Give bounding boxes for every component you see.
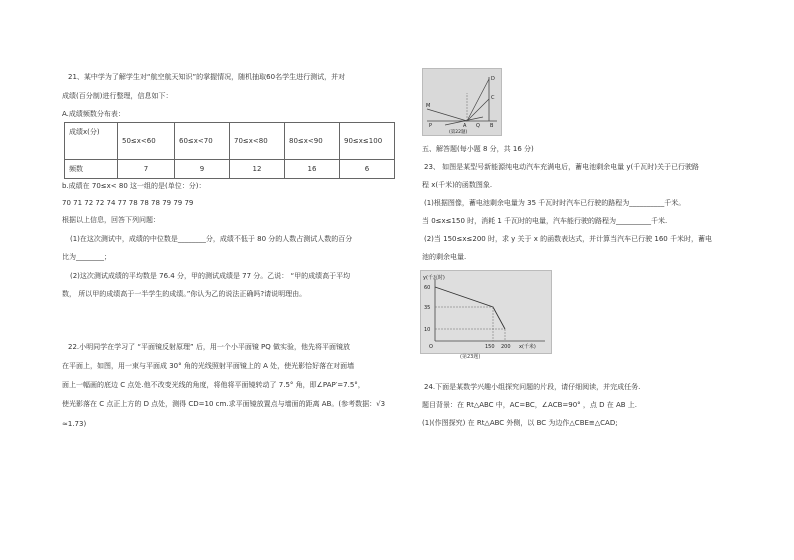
q22-line4: 使光影落在 C 点正上方的 D 点处，测得 CD=10 cm.求平面镜放置点与墙面的距离 AB。(参考数据：√3 [62, 400, 386, 408]
q21-sub-b: b.成绩在 70≤x< 80 这一组的是(单位：分)： [62, 182, 206, 190]
count-cell: 12 [230, 160, 285, 179]
q22-line1: 22.小明同学在学习了 “平面镜反射原理” 后，用一个小平面镜 PQ 做实验，他先将平面镜放 [68, 343, 351, 351]
x-tick: 150 [485, 344, 495, 350]
fig23-caption: (第23题) [460, 354, 481, 360]
count-cell: 7 [118, 160, 175, 179]
q24-line3: (1)(作图探究) 在 Rt△ABC 外侧，以 BC 为边作△CBE≌△CAD; [422, 419, 618, 427]
q23-line1: 23、 如图是某型号新能源纯电动汽车充满电后，蓄电池剩余电量 y(千瓦时)关于已行驶路 [424, 163, 699, 171]
q23-line5: (2)当 150≤x≤200 时，求 y 关于 x 的函数表达式，并计算当汽车已行驶 160 千米时，蓄电 [424, 235, 712, 243]
q21-scores: 70 71 72 72 74 77 78 78 78 79 79 79 [62, 199, 194, 207]
q22-line5: ≈1.73) [62, 420, 87, 428]
q21-prompt: 根据以上信息，回答下列问题： [62, 216, 160, 224]
range-cell: 70≤x<80 [230, 123, 285, 160]
label-m: M [426, 103, 431, 109]
q21-part2-line2: 数， 所以甲的成绩高于一半学生的成绩。”你认为乙的说法正确吗?请说明理由。 [62, 290, 307, 298]
q23-line4: 当 0≤x≤150 时，消耗 1 千瓦时的电量，汽车能行驶的路程为__________千米. [422, 217, 668, 225]
range-cell: 90≤x≤100 [340, 123, 395, 160]
q21-part1-line1: (1)在这次测试中，成绩的中位数是________分，成绩不低于 80 分的人数占测试人数的百分 [70, 235, 353, 243]
label-a: A [463, 123, 467, 129]
q23-line2: 程 x(千米)的函数图象. [422, 181, 493, 189]
q22-line3: 面上一幅画的底边 C 点处.他不改变光线的角度，将他将平面镜转动了 7.5° 角，即∠PAP′=7.5°， [62, 381, 365, 389]
label-p: P [429, 123, 433, 129]
label-d: D [491, 76, 495, 82]
q21-part2-line1: (2)这次测试成绩的平均数是 76.4 分，甲的测试成绩是 77 分。乙说： “甲的成绩高于平均 [70, 272, 351, 280]
fig22-caption: (第22题) [449, 130, 468, 135]
mirror-figure [422, 68, 502, 136]
y-axis-label: y(千瓦时) [423, 275, 445, 281]
range-cell: 60≤x<70 [175, 123, 230, 160]
table-row-ranges [65, 123, 395, 160]
y-tick: 10 [424, 327, 431, 333]
q23-line3: (1)根据图像，蓄电池剩余电量为 35 千瓦时时汽车已行驶的路程为__________千米。 [424, 199, 686, 207]
q21-line1: 21、某中学为了解学生对“航空航天知识”的掌握情况，随机抽取60名学生进行测试，并对 [68, 73, 346, 81]
q24-line2: 题目背景：在 Rt△ABC 中，AC=BC，∠ACB=90° ，点 D 在 AB 上. [422, 401, 638, 409]
q21-sub-a: A.成绩频数分布表： [62, 110, 125, 118]
count-cell: 6 [340, 160, 395, 179]
count-label: 频数 [65, 160, 118, 179]
frequency-table [64, 122, 395, 179]
range-cell: 50≤x<60 [118, 123, 175, 160]
origin-label: O [429, 344, 433, 350]
label-q: Q [476, 123, 480, 129]
battery-graph-figure [420, 270, 552, 354]
x-tick: 200 [501, 344, 511, 350]
y-tick: 35 [424, 305, 431, 311]
count-cell: 9 [175, 160, 230, 179]
range-cell: 80≤x<90 [285, 123, 340, 160]
q22-line2: 在平面上，如图，用一束与平面成 30° 角的光线照射平面镜上的 A 处，使光影恰好落在对面墙 [62, 362, 355, 370]
table-row-counts [65, 160, 395, 179]
q24-line1: 24.下面是某数学兴趣小组探究问题的片段，请仔细阅读，并完成任务. [424, 383, 641, 391]
count-cell: 16 [285, 160, 340, 179]
q23-line6: 池的剩余电量. [422, 253, 467, 261]
label-c: C [491, 95, 495, 101]
q21-line2: 成绩(百分制)进行整理，信息如下： [62, 92, 173, 100]
battery-graph [421, 271, 551, 353]
q21-part1-line2: 比为________； [62, 253, 111, 261]
y-tick: 60 [424, 285, 431, 291]
mirror-diagram [423, 69, 501, 135]
label-b: B [490, 123, 494, 129]
table-header-label: 成绩x(分) [65, 123, 118, 160]
x-axis-label: x(千米) [519, 344, 536, 350]
section-5-heading: 五、解答题(每小题 8 分，共 16 分) [422, 145, 534, 153]
